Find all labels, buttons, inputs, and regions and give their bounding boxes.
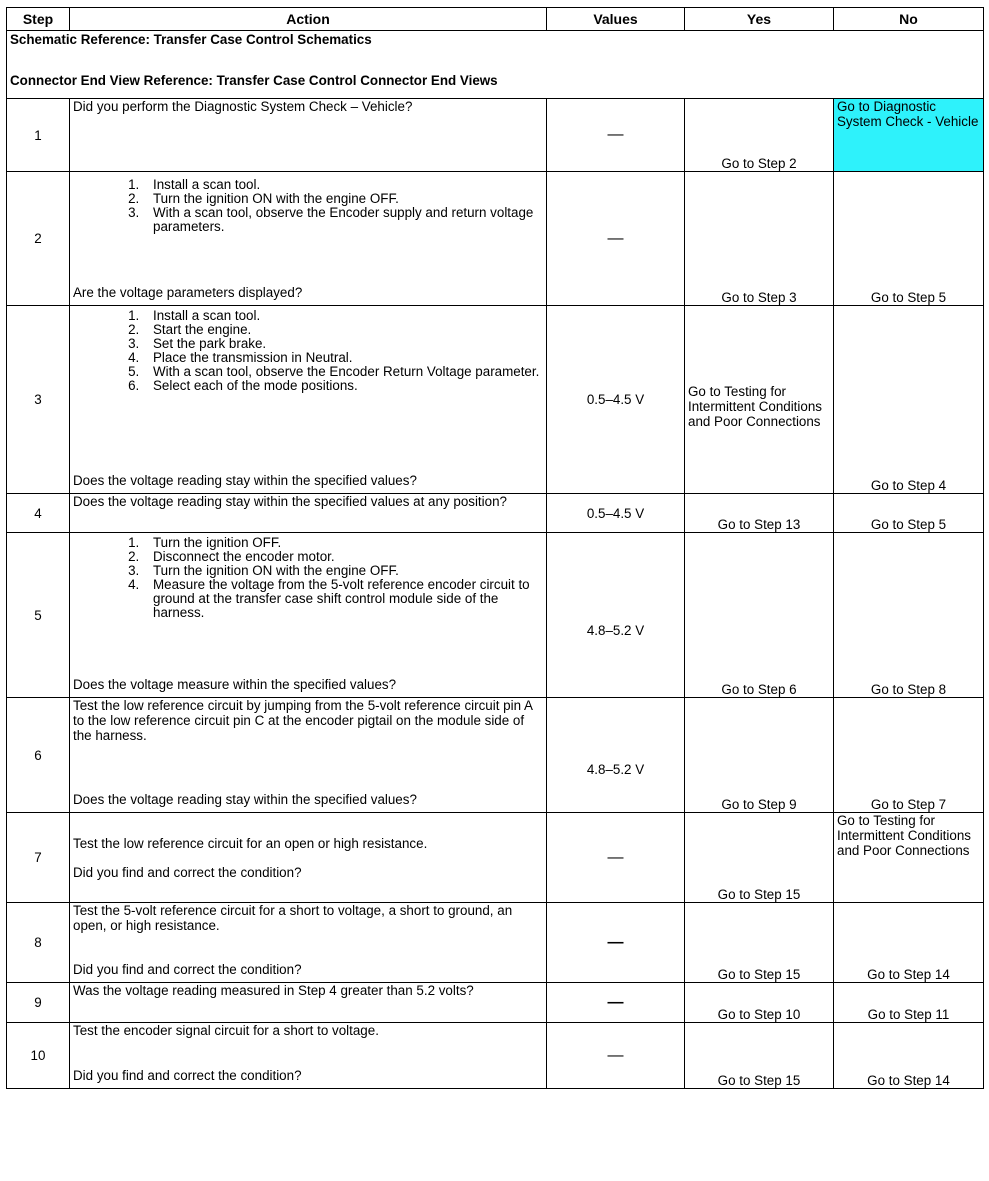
values-cell: — — [547, 903, 685, 983]
action-cell — [70, 306, 547, 494]
reference-cell — [7, 31, 984, 99]
yes-cell: Go to Step 15 — [685, 1023, 834, 1089]
step-number: 4 — [7, 494, 70, 533]
values-cell: 4.8–5.2 V — [547, 698, 685, 813]
table-row — [7, 698, 984, 813]
step-number: 8 — [7, 903, 70, 983]
action-steps — [73, 536, 543, 620]
values-cell: 0.5–4.5 V — [547, 494, 685, 533]
action-cell — [70, 172, 547, 306]
values-cell: — — [547, 172, 685, 306]
action-question: Does the voltage measure within the specified values? — [73, 677, 397, 692]
step-number: 5 — [7, 533, 70, 698]
table-row — [7, 172, 984, 306]
yes-cell: Go to Step 6 — [685, 533, 834, 698]
action-text: Was the voltage reading measured in Step 4 greater than 5.2 volts? — [73, 983, 474, 998]
no-cell: Go to Step 14 — [834, 1023, 984, 1089]
action-step-item: 4. Place the transmission in Neutral. — [143, 351, 543, 365]
action-step-item: 1. Install a scan tool. — [143, 178, 543, 192]
header-action: Action — [70, 8, 547, 31]
step-number: 10 — [7, 1023, 70, 1089]
yes-cell: Go to Step 9 — [685, 698, 834, 813]
no-cell: Go to Testing for Intermittent Conditions and Poor Connections — [834, 813, 984, 903]
action-step-item: 6. Select each of the mode positions. — [143, 379, 543, 393]
yes-cell: Go to Step 15 — [685, 813, 834, 903]
action-question: Are the voltage parameters displayed? — [73, 285, 303, 300]
yes-cell: Go to Step 13 — [685, 494, 834, 533]
table-row — [7, 983, 984, 1023]
action-question: Did you find and correct the condition? — [73, 864, 302, 880]
action-cell — [70, 813, 547, 903]
action-question: Did you find and correct the condition? — [73, 1068, 302, 1083]
action-steps — [73, 309, 543, 393]
action-cell — [70, 983, 547, 1023]
step-number: 9 — [7, 983, 70, 1023]
values-cell: 4.8–5.2 V — [547, 533, 685, 698]
action-step-item: 1. Install a scan tool. — [143, 309, 543, 323]
yes-cell: Go to Step 10 — [685, 983, 834, 1023]
values-cell: — — [547, 99, 685, 172]
no-cell-highlighted: Go to Diagnostic System Check - Vehicle — [834, 99, 984, 172]
action-cell — [70, 1023, 547, 1089]
header-yes: Yes — [685, 8, 834, 31]
action-text: Test the low reference circuit by jumping from the 5-volt reference circuit pin A to the low reference circuit pin C at the encoder pigtail on the module side of the harness. — [73, 698, 533, 743]
no-cell: Go to Step 4 — [834, 306, 984, 494]
action-step-item: 2. Disconnect the encoder motor. — [143, 550, 543, 564]
action-step-item: 1. Turn the ignition OFF. — [143, 536, 543, 550]
reference-row — [7, 31, 984, 99]
connector-reference: Connector End View Reference: Transfer Case Control Connector End Views — [10, 73, 498, 88]
no-cell: Go to Step 8 — [834, 533, 984, 698]
diagnostic-table — [6, 7, 984, 1089]
action-step-item: 5. With a scan tool, observe the Encoder Return Voltage parameter. — [143, 365, 543, 379]
step-number: 3 — [7, 306, 70, 494]
action-step-item: 2. Turn the ignition ON with the engine OFF. — [143, 192, 543, 206]
action-text: Test the encoder signal circuit for a short to voltage. — [73, 1023, 379, 1038]
header-row — [7, 8, 984, 31]
table-row — [7, 306, 984, 494]
yes-cell: Go to Step 2 — [685, 99, 834, 172]
table-row — [7, 1023, 984, 1089]
table-row — [7, 533, 984, 698]
step-number: 2 — [7, 172, 70, 306]
action-text: Test the 5-volt reference circuit for a short to voltage, a short to ground, an open, or high resistance. — [73, 903, 513, 933]
no-cell: Go to Step 11 — [834, 983, 984, 1023]
values-cell: 0.5–4.5 V — [547, 306, 685, 494]
action-step-item: 3. Set the park brake. — [143, 337, 543, 351]
header-no: No — [834, 8, 984, 31]
yes-cell: Go to Step 3 — [685, 172, 834, 306]
no-cell: Go to Step 5 — [834, 172, 984, 306]
action-text: Does the voltage reading stay within the specified values at any position? — [73, 494, 507, 509]
values-cell: — — [547, 1023, 685, 1089]
no-cell: Go to Step 5 — [834, 494, 984, 533]
action-cell — [70, 494, 547, 533]
header-values: Values — [547, 8, 685, 31]
step-number: 1 — [7, 99, 70, 172]
action-cell — [70, 99, 547, 172]
schematic-reference: Schematic Reference: Transfer Case Control Schematics — [10, 32, 372, 47]
step-number: 6 — [7, 698, 70, 813]
values-cell: — — [547, 813, 685, 903]
yes-cell: Go to Testing for Intermittent Conditions and Poor Connections — [685, 306, 834, 494]
action-cell — [70, 698, 547, 813]
action-step-item: 3. With a scan tool, observe the Encoder supply and return voltage parameters. — [143, 206, 543, 234]
action-steps — [73, 178, 543, 234]
action-step-item: 4. Measure the voltage from the 5-volt reference encoder circuit to ground at the transfer case shift control module side of the harness. — [143, 578, 543, 620]
table-row — [7, 99, 984, 172]
action-step-item: 2. Start the engine. — [143, 323, 543, 337]
action-question: Does the voltage reading stay within the specified values? — [73, 473, 417, 488]
no-cell: Go to Step 7 — [834, 698, 984, 813]
action-question: Does the voltage reading stay within the specified values? — [73, 792, 417, 807]
table-row — [7, 813, 984, 903]
action-question: Did you find and correct the condition? — [73, 962, 302, 977]
step-number: 7 — [7, 813, 70, 903]
values-cell: — — [547, 983, 685, 1023]
action-text: Did you perform the Diagnostic System Check – Vehicle? — [73, 99, 413, 114]
action-text: Test the low reference circuit for an open or high resistance. — [73, 835, 428, 851]
table-row — [7, 903, 984, 983]
action-step-item: 3. Turn the ignition ON with the engine OFF. — [143, 564, 543, 578]
no-cell: Go to Step 14 — [834, 903, 984, 983]
yes-cell: Go to Step 15 — [685, 903, 834, 983]
action-cell — [70, 533, 547, 698]
header-step: Step — [7, 8, 70, 31]
table-row — [7, 494, 984, 533]
action-cell — [70, 903, 547, 983]
